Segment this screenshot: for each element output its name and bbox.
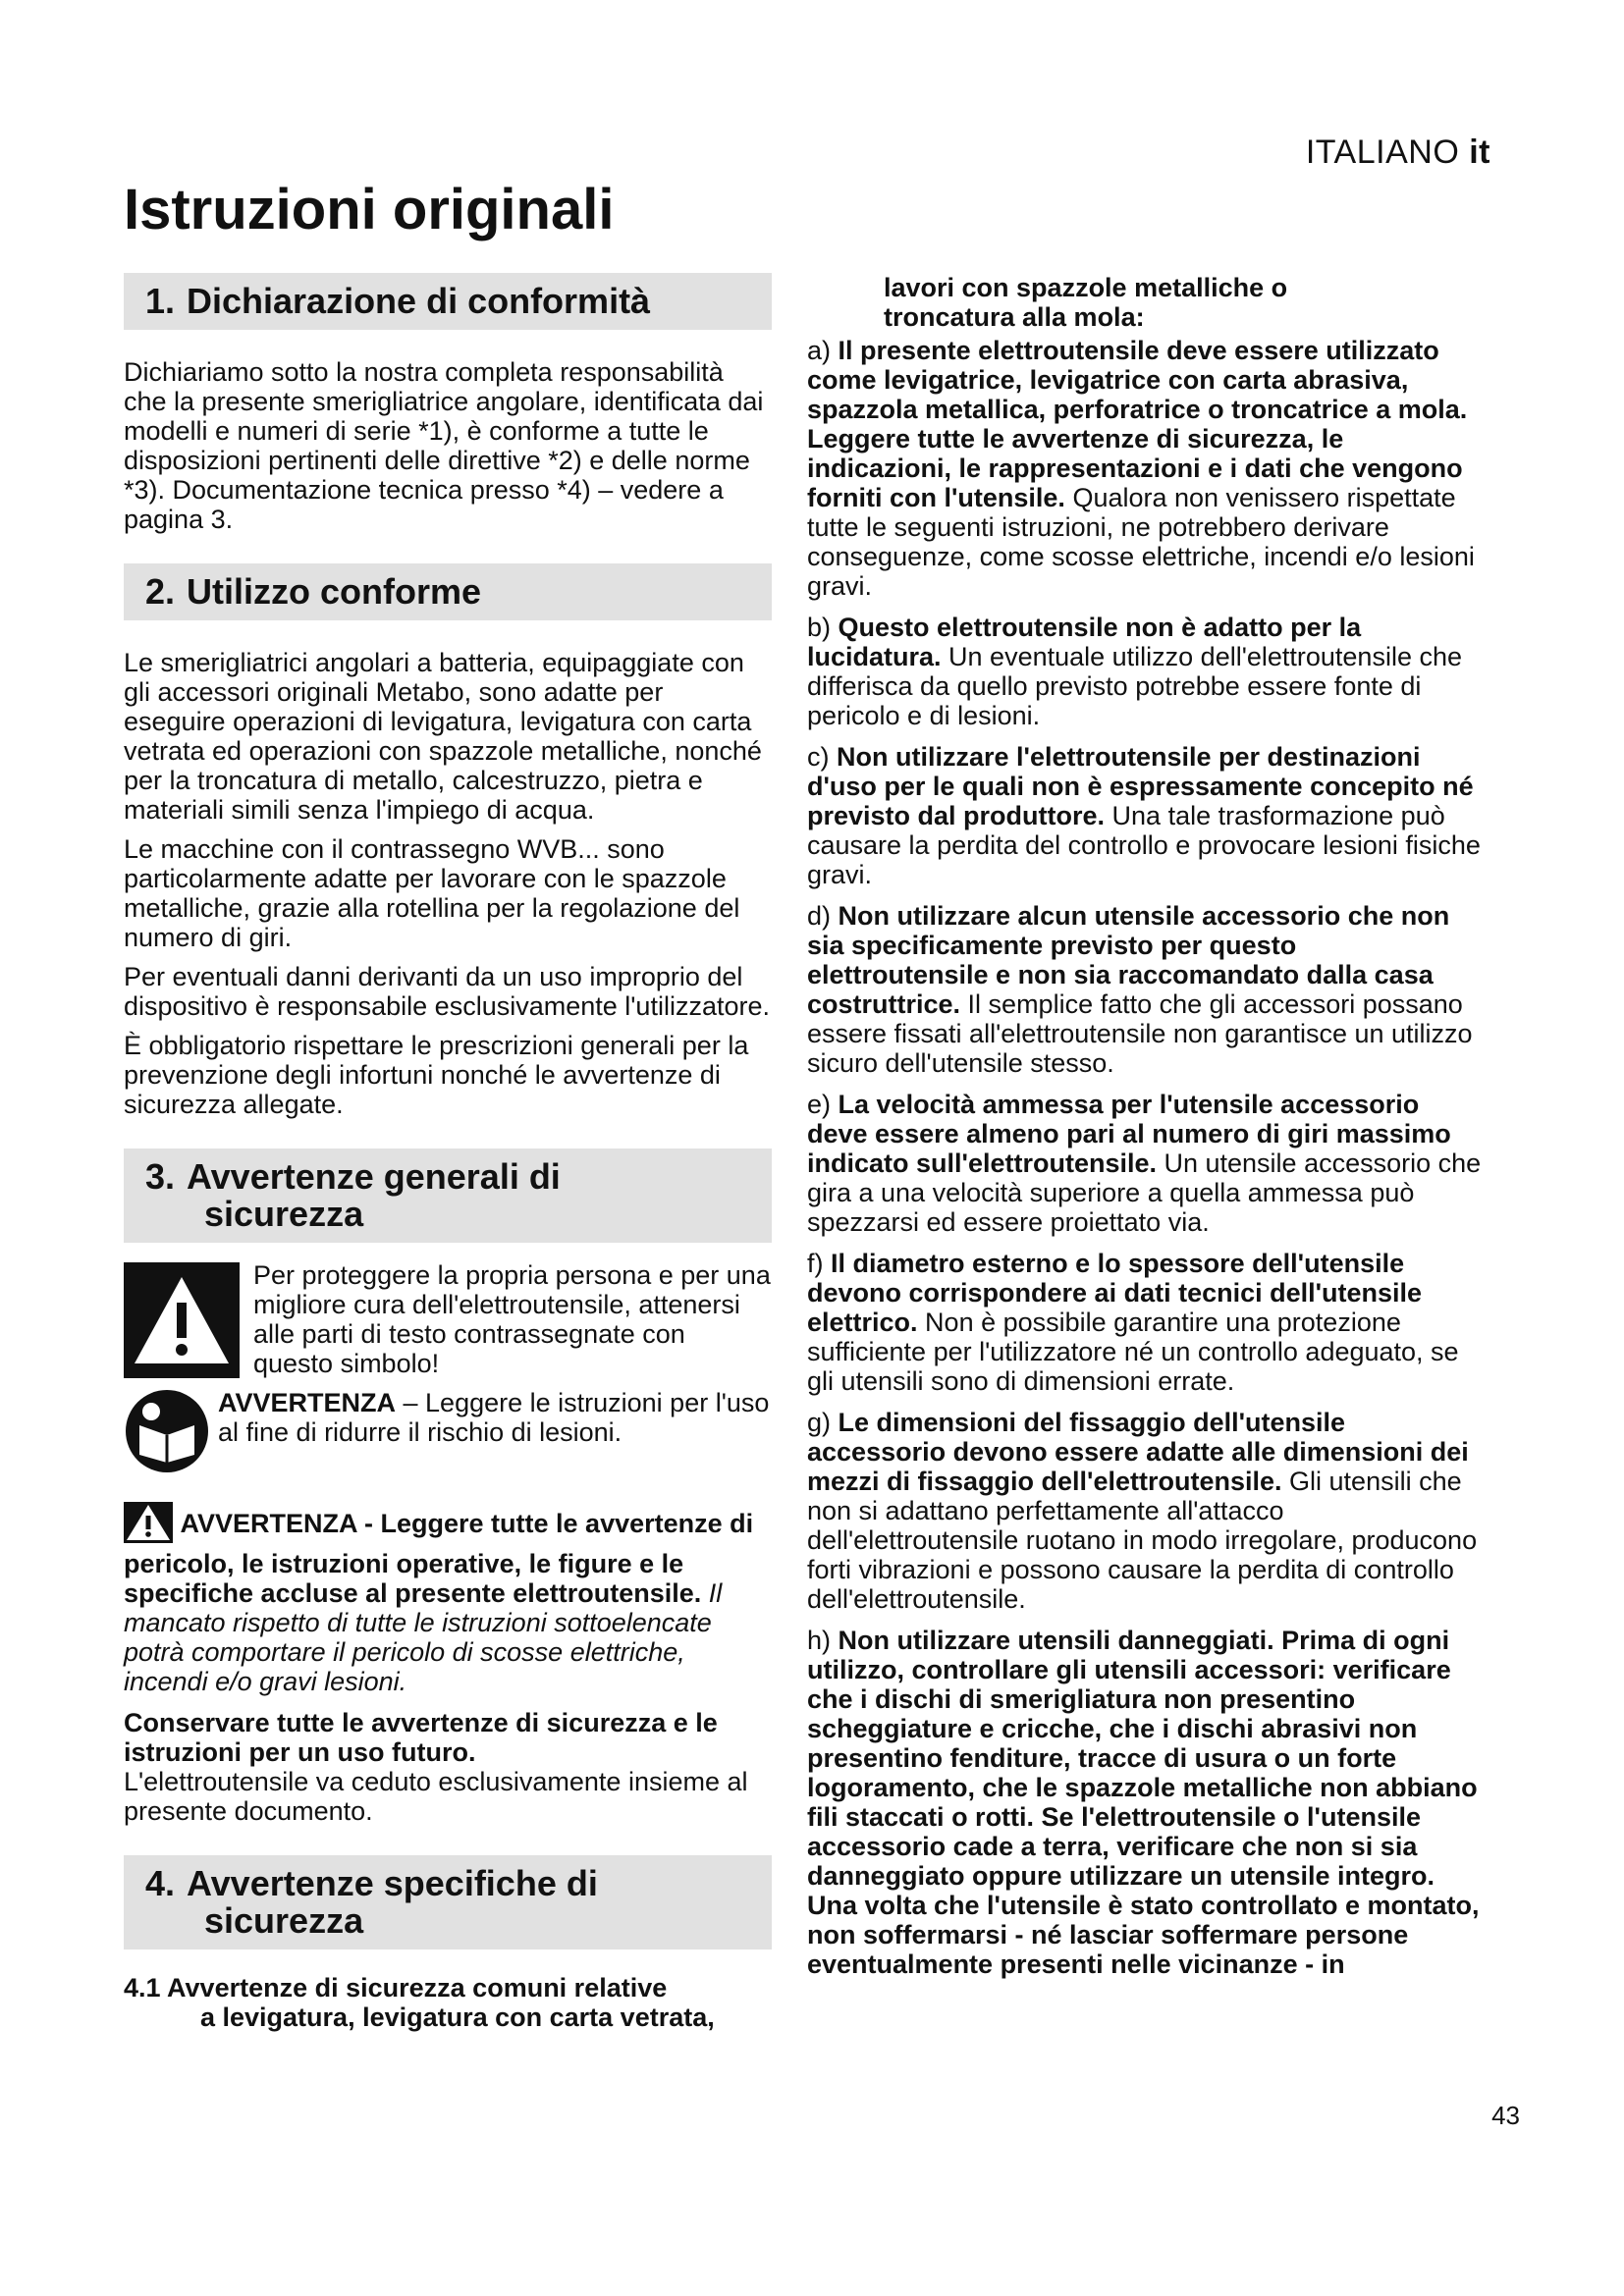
warning-symbol-icon — [124, 1262, 240, 1378]
page-title: Istruzioni originali — [124, 178, 615, 241]
section-2-heading — [124, 563, 772, 620]
subsection-title-line-4: troncatura alla mola: — [884, 302, 1145, 332]
safety-item — [807, 1408, 1485, 1614]
read-manual-text — [218, 1388, 772, 1474]
subsection-title-line-1: Avvertenze di sicurezza comuni relative — [167, 1973, 668, 2002]
subsection-4-1-heading — [124, 1973, 772, 2032]
item-letter: b) — [807, 613, 832, 642]
language-header — [1306, 133, 1490, 172]
item-bold-text: Il presente elettroutensile deve essere utilizzato come levigatrice, levigatrice con carta abrasiva, spazzola metallica, perforatrice o troncatrice a mola. Leggere tutte le avvertenze di sicurezza, le indicazioni, le rappresentazioni e i dati che vengono forniti con l'utensile. — [807, 336, 1468, 512]
item-bold-text: Questo elettroutensile non è adatto per la lucidatura. — [807, 613, 1362, 671]
item-letter: a) — [807, 336, 832, 365]
section-number: 1. — [145, 281, 176, 321]
item-letter: g) — [807, 1408, 832, 1437]
item-bold-text: Non utilizzare l'elettroutensile per destinazioni d'uso per le quali non è espressamente concepito né previsto dal produttore. — [807, 742, 1474, 830]
item-bold-text: Le dimensioni del fissaggio dell'utensile accessorio devono essere adatte alle dimensioni dei mezzi di fissaggio dell'elettroutensile. — [807, 1408, 1469, 1496]
general-warning-bold: AVVERTENZA - Leggere tutte le avvertenze di pericolo, le istruzioni operative, le figure e le specifiche accluse al presente elettroutensile. — [124, 1509, 754, 1608]
item-text: Una tale trasformazione può causare la perdita del controllo e provocare lesioni fisiche gravi. — [807, 801, 1481, 889]
section-title: Dichiarazione di conformità — [187, 281, 651, 321]
language-code: it — [1469, 133, 1490, 171]
item-bold-text: Il diametro esterno e lo spessore dell'utensile devono corrispondere ai dati tecnici dell'utensile elettrico. — [807, 1249, 1423, 1337]
symbol-note-text: Per proteggere la propria persona e per una migliore cura dell'elettroutensile, attenersi alle parti di testo contrassegnate con questo simbolo! — [253, 1260, 771, 1378]
read-manual-icon — [124, 1388, 210, 1474]
section-number: 2. — [145, 571, 176, 612]
section-1-text: Dichiariamo sotto la nostra completa responsabilità che la presente smerigliatrice angolare, identificata dai modelli e numeri di serie *1), è conforme a tutte le disposizioni pertinenti delle direttive *2) e delle norme *3). Documentazione tecnica presso *4) – vedere a pagina 3. — [124, 357, 764, 534]
safety-item — [807, 613, 1485, 730]
safety-item — [807, 901, 1485, 1078]
item-letter: c) — [807, 742, 830, 772]
warning-text: – Leggere le istruzioni per l'uso al fine di ridurre il rischio di lesioni. — [218, 1388, 770, 1447]
warning-triangle-icon — [124, 1502, 173, 1549]
item-letter: d) — [807, 901, 832, 931]
section-2-paragraph-3: Per eventuali danni derivanti da un uso improprio del dispositivo è responsabile esclusivamente l'utilizzatore. — [124, 962, 770, 1021]
section-title-line-2: sicurezza — [204, 1194, 364, 1234]
section-title-line-1: Avvertenze generali di — [187, 1156, 561, 1197]
keep-instructions-text: L'elettroutensile va ceduto esclusivamente insieme al presente documento. — [124, 1767, 748, 1826]
subsection-4-1-heading-continued — [807, 273, 1485, 332]
safety-item — [807, 336, 1485, 601]
subsection-title-line-3: lavori con spazzole metalliche o — [884, 273, 1288, 302]
section-4-heading — [124, 1855, 772, 1949]
subsection-number: 4.1 — [124, 1973, 161, 2002]
section-2-paragraph-4: È obbligatorio rispettare le prescrizioni generali per la prevenzione degli infortuni nonché le avvertenze di sicurezza allegate. — [124, 1031, 749, 1119]
safety-item — [807, 1626, 1485, 1979]
section-3-heading — [124, 1148, 772, 1243]
section-2-paragraph-1: Le smerigliatrici angolari a batteria, equipaggiate con gli accessori originali Metabo, sono adatte per eseguire operazioni di levigatura, levigatura con carta vetrata ed operazioni con spazzole metalliche, nonché per la troncatura di metallo, calcestruzzo, pietra e materiali simili senza l'impiego di acqua. — [124, 648, 762, 825]
general-warning-italic: Il mancato rispetto di tutte le istruzioni sottoelencate potrà comportare il pericolo di scosse elettriche, incendi e/o gravi lesioni. — [124, 1578, 723, 1696]
keep-instructions — [124, 1708, 772, 1826]
safety-item — [807, 1249, 1485, 1396]
page-number: 43 — [1491, 2101, 1520, 2130]
subsection-title-line-2: a levigatura, levigatura con carta vetrata, — [200, 2002, 715, 2032]
right-column — [807, 273, 1485, 1979]
section-2-paragraph-2: Le macchine con il contrassegno WVB... sono particolarmente adatte per lavorare con le spazzole metalliche, grazie alla rotellina per la regolazione del numero di giri. — [124, 834, 740, 952]
section-title-line-1: Avvertenze specifiche di — [187, 1863, 598, 1903]
item-text: Qualora non venissero rispettate tutte le seguenti istruzioni, ne potrebbero derivare conseguenze, come scosse elettriche, incendi e/o lesioni gravi. — [807, 483, 1475, 601]
item-text: Il semplice fatto che gli accessori possano essere fissati all'elettroutensile non garantisce un utilizzo sicuro dell'utensile stesso. — [807, 989, 1473, 1078]
language-name: ITALIANO — [1305, 133, 1460, 171]
item-bold-text: Non utilizzare utensili danneggiati. Prima di ogni utilizzo, controllare gli utensili accessori: verificare che i dischi di smerigliatura non presentino scheggiature e cricche, che i dischi abrasivi non presentino fenditure, tracce di usura o un forte logoramento, che le spazzole metalliche non abbiano fili staccati o rotti. Se l'elettroutensile o l'utensile accessorio cade a terra, verificare che non si sia danneggiato oppure utilizzare un utensile integro. Una volta che l'utensile è stato controllato e montato, non soffermarsi - né lasciar soffermare persone eventualmente presenti nelle vicinanze - in — [807, 1626, 1480, 1979]
section-title-line-2: sicurezza — [204, 1900, 364, 1941]
item-letter: f) — [807, 1249, 824, 1278]
read-manual-warning — [124, 1388, 772, 1474]
general-warning-paragraph — [124, 1502, 772, 1696]
item-text: Non è possibile garantire una protezione sufficiente per l'utilizzatore né un controllo adeguato, se gli utensili sono di dimensioni errate. — [807, 1308, 1459, 1396]
section-title: Utilizzo conforme — [187, 571, 482, 612]
item-bold-text: Non utilizzare alcun utensile accessorio che non sia specificamente previsto per questo elettroutensile e non sia raccomandato dalla casa costruttrice. — [807, 901, 1450, 1019]
warning-label: AVVERTENZA — [218, 1388, 397, 1417]
section-1-heading — [124, 273, 772, 330]
keep-instructions-bold: Conservare tutte le avvertenze di sicurezza e le istruzioni per un uso futuro. — [124, 1708, 718, 1767]
section-number: 3. — [145, 1156, 176, 1197]
safety-item — [807, 1090, 1485, 1237]
safety-item — [807, 742, 1485, 889]
safety-items-list — [807, 336, 1485, 1979]
item-letter: e) — [807, 1090, 832, 1119]
left-column — [124, 273, 772, 2032]
item-bold-text: La velocità ammessa per l'utensile accessorio deve essere almeno pari al numero di giri massimo indicato sull'elettroutensile. — [807, 1090, 1451, 1178]
item-text: Un utensile accessorio che gira a una velocità superiore a quella ammessa può spezzarsi ed essere proiettato via. — [807, 1148, 1482, 1237]
item-letter: h) — [807, 1626, 832, 1655]
item-text: Un eventuale utilizzo dell'elettroutensile che differisca da quello previsto potrebbe essere fonte di pericolo e di lesioni. — [807, 642, 1462, 730]
section-number: 4. — [145, 1863, 176, 1903]
item-text: Gli utensili che non si adattano perfettamente all'attacco dell'elettroutensile ruotano in modo irregolare, producono forti vibrazioni e possono causare la perdita di controllo dell'elettroutensile. — [807, 1467, 1478, 1614]
symbol-note — [124, 1262, 772, 1378]
